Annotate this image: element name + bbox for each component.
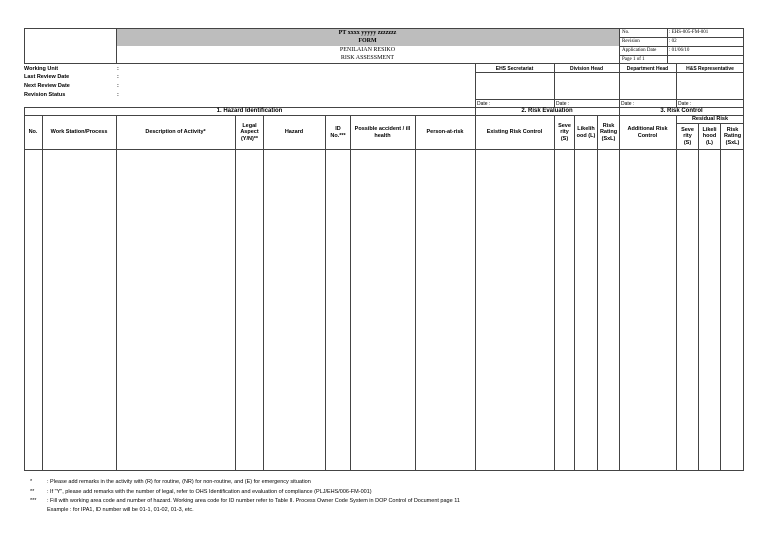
residual-risk-header: Residual Risk [691, 116, 729, 122]
role-hs-representative: H&S Representative [686, 66, 734, 72]
revision-status-colon: : [117, 92, 119, 98]
date-division-head: Date : [556, 101, 570, 107]
page-number: Page 1 of 1 [622, 57, 645, 62]
col-possible-accident: Possible accident / ill health [354, 126, 411, 139]
role-ehs-secretariat: EHS Secretariat [495, 66, 534, 72]
note-id-number: : Fill with working area code and number of hazard. Working area code for ID number refer to Table II. Process Owner Code System in DOP Control of Document page 11 [47, 498, 460, 504]
col-risk-rating: Risk Rating (SxL) [599, 122, 618, 142]
col-residual-likelihood: Likeli hood (L) [702, 126, 717, 146]
col-work-station: Work Station/Process [50, 129, 108, 136]
note-example: Example : for IPA1, ID number will be 01-1, 01-02, 01-3, etc. [47, 507, 194, 513]
col-residual-risk-rating: Risk Rating (SxL) [723, 126, 742, 146]
col-legal-aspect: Legal Aspect (Y/N)** [240, 122, 259, 142]
section-risk-evaluation: 2. Risk Evaluation [521, 108, 573, 114]
role-division-head: Division Head [569, 66, 604, 72]
date-ehs-secretariat: Date : [477, 101, 491, 107]
col-id-no: ID No.*** [330, 126, 346, 139]
note-legal-remarks: : If "Y", please add remarks with the number of legal, refer to OHS Identification and evaluation of compliance (PLJ/EHS/006-FM-001) [47, 489, 372, 495]
revision-value: : 02 [669, 39, 677, 44]
section-risk-control: 3. Risk Control [660, 108, 703, 114]
risk-assessment-table [24, 107, 744, 471]
doc-number-value: : EHS-005-FM-001 [669, 30, 709, 35]
form-label: FORM [358, 38, 377, 44]
last-review-colon: : [117, 74, 119, 80]
col-hazard: Hazard [284, 129, 304, 136]
note-mark-1: * [30, 479, 33, 485]
date-hs-representative: Date : [678, 101, 692, 107]
title-local: PENILAIAN RESIKO [339, 47, 396, 53]
col-existing-control: Existing Risk Control [486, 129, 543, 136]
working-unit-colon: : [117, 66, 119, 72]
col-no: No. [28, 129, 38, 136]
note-mark-3: *** [30, 498, 37, 504]
col-severity: Seve rity (S) [558, 122, 571, 142]
col-person-at-risk: Person-at-risk [426, 129, 464, 136]
note-mark-2: ** [30, 489, 35, 495]
application-date-value: : 01/06/10 [669, 48, 690, 53]
date-department-head: Date : [621, 101, 635, 107]
section-hazard-identification: 1. Hazard Identification [216, 108, 283, 114]
col-residual-severity: Seve rity (S) [681, 126, 694, 146]
doc-number-label: No. [622, 30, 630, 35]
application-date-label: Application Date [622, 48, 657, 53]
next-review-label: Next Review Date [24, 83, 70, 89]
revision-status-label: Revision Status [24, 92, 66, 98]
working-unit-label: Working Unit [24, 66, 59, 72]
role-department-head: Department Head [626, 66, 669, 72]
next-review-colon: : [117, 83, 119, 89]
last-review-label: Last Review Date [24, 74, 70, 80]
title-english: RISK ASSESSMENT [340, 55, 395, 61]
col-likelihood: Likelih ood (L) [576, 126, 596, 139]
company-name: PT xxxx yyyyy zzzzzzz [338, 30, 397, 36]
note-routine-remarks: : Please add remarks in the activity with (R) for routine, (NR) for non-routine, and (E) for emergency situation [47, 479, 311, 485]
col-additional-control: Additional Risk Control [627, 126, 668, 139]
revision-label: Revision [622, 39, 640, 44]
col-activity: Description of Activity* [145, 129, 206, 136]
